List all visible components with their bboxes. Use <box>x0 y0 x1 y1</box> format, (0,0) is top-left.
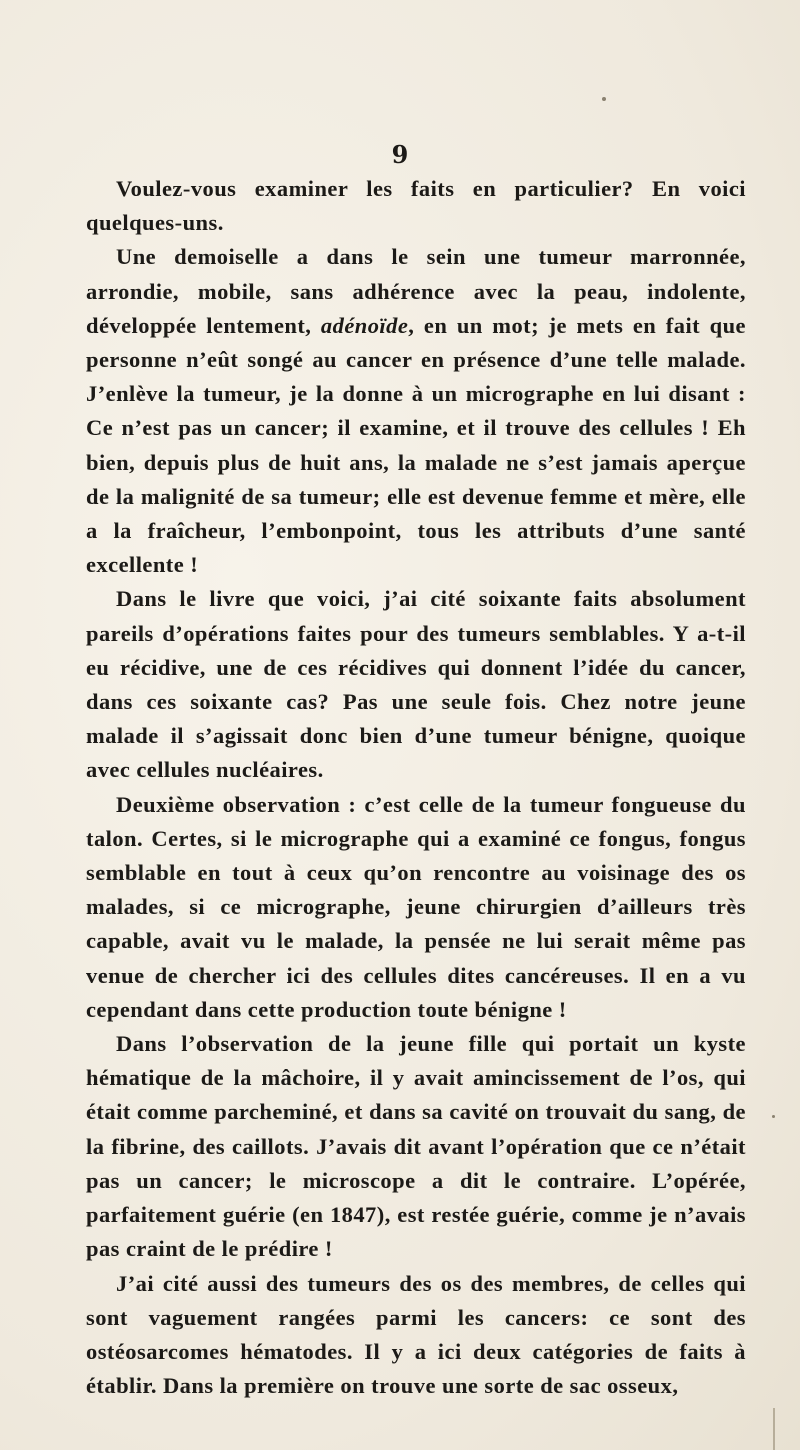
body-text <box>86 172 746 1403</box>
paragraph-1-text: Voulez-vous examiner les faits en particulier? En voici quelques-uns. <box>86 176 746 236</box>
ink-speck <box>772 1115 775 1118</box>
paragraph-5-text: Dans l’observation de la jeune fille qui portait un kyste hématique de la mâchoire, il y avait amincissement de l’os, qui était comme parcheminé, et dans sa cavité on trouvait du sang, de la fibrine, des caillots. J’avais dit avant l’opération que ce n’était pas un cancer; le microscope a dit le contraire. L’opérée, parfaitement guérie (en 1847), est restée guérie, comme je n’avais pas craint de le prédire ! <box>86 1031 746 1262</box>
page-edge-mark <box>773 1408 775 1450</box>
paragraph-6 <box>86 1267 746 1404</box>
paragraph-3 <box>86 582 746 787</box>
page-number: 9 <box>391 140 409 169</box>
paragraph-2-text-end: , en un mot; je mets en fait que personne n’eût songé au cancer en présence d’une telle malade. J’enlève la tumeur, je la donne à un micrographe en lui disant : Ce n’est pas un cancer; il examine, et il trouve des cellules ! Eh bien, depuis plus de huit ans, la malade ne s’est jamais aperçue de la malignité de sa tumeur; elle est devenue femme et mère, elle a la fraîcheur, l’embonpoint, tous les attributs d’une santé excellente ! <box>86 312 746 578</box>
paragraph-2-italic-term: adénoïde <box>320 312 409 338</box>
paragraph-1 <box>86 172 746 240</box>
paragraph-5 <box>86 1027 746 1266</box>
paragraph-4 <box>86 788 746 1027</box>
paragraph-6-text: J’ai cité aussi des tumeurs des os des membres, de celles qui sont vaguement rangées parmi les cancers: ce sont des ostéosarcomes hématodes. Il y a ici deux catégories de faits à établir. Dans la première on trouve une sorte de sac osseux, <box>86 1270 746 1399</box>
paragraph-2-text-start: Une demoiselle a dans le sein une tumeur marronnée, arrondie, mobile, sans adhérence avec la peau, indolente, développée lentement, <box>86 244 746 338</box>
ink-speck <box>602 97 606 101</box>
paragraph-4-text: Deuxième observation : c’est celle de la tumeur fongueuse du talon. Certes, si le micrographe qui a examiné ce fongus, fongus semblable en tout à ceux qu’on rencontre au voisinage des os malades, si ce micrographe, jeune chirurgien d’ailleurs très capable, avait vu le malade, la pensée ne lui serait même pas venue de chercher ici des cellules dites cancéreuses. Il en a vu cependant dans cette production toute bénigne ! <box>86 791 746 1022</box>
paragraph-2 <box>86 240 746 582</box>
paragraph-3-text: Dans le livre que voici, j’ai cité soixante faits absolument pareils d’opérations faites pour des tumeurs semblables. Y a-t-il eu récidive, une de ces récidives qui donnent l’idée du cancer, dans ces soixante cas? Pas une seule fois. Chez notre jeune malade il s’agissait donc bien d’une tumeur bénigne, quoique avec cellules nucléaires. <box>86 586 746 783</box>
